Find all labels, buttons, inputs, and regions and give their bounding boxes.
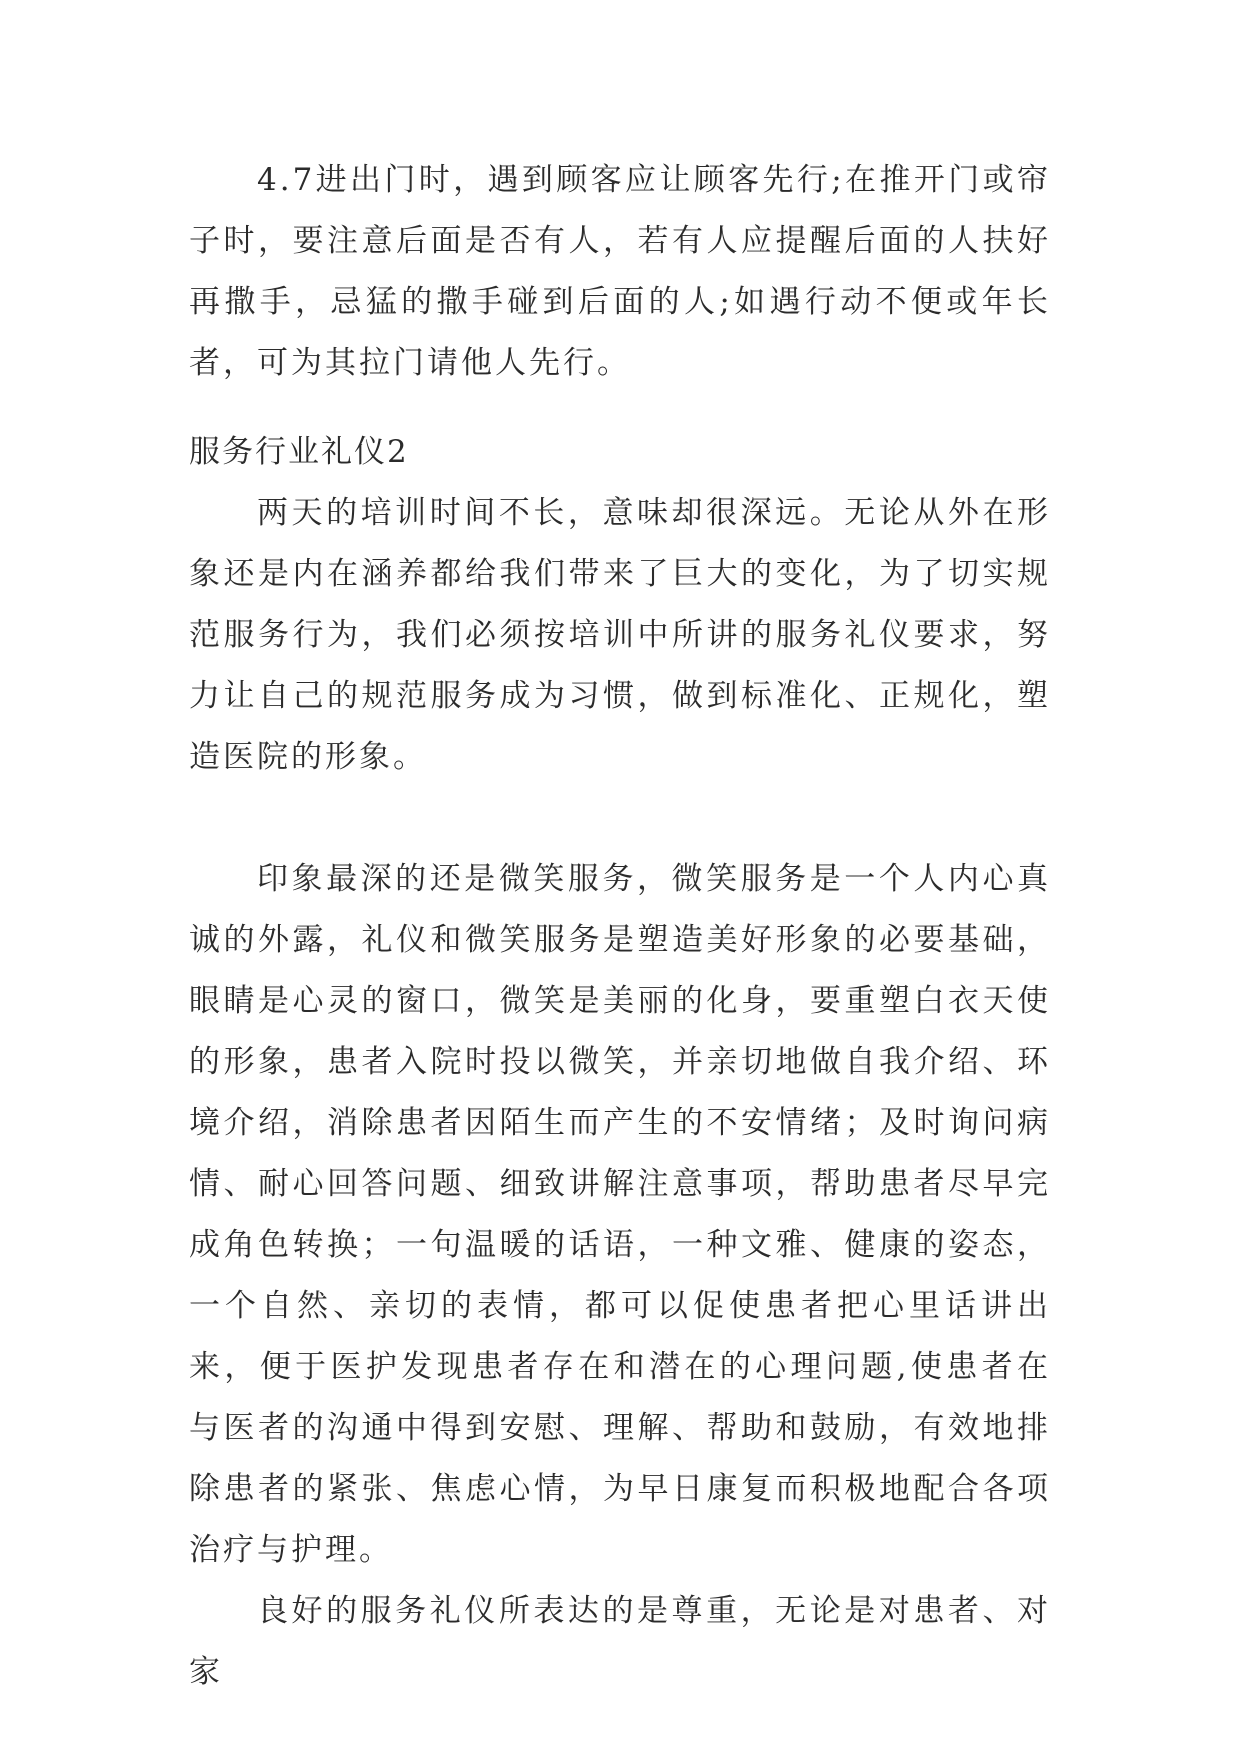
paragraph-training: 两天的培训时间不长，意味却很深远。无论从外在形象还是内在涵养都给我们带来了巨大的变化，为了切实规范服务行为，我们必须按培训中所讲的服务礼仪要求，努力让自己的规范服务成为习惯，做到标准化、正规化，塑造医院的形象。: [189, 495, 1051, 775]
section-title: 服务行业礼仪2: [189, 434, 409, 470]
spacer: [189, 788, 1051, 849]
spacer: [189, 394, 1051, 422]
paragraph-smile-service: 印象最深的还是微笑服务，微笑服务是一个人内心真诚的外露，礼仪和微笑服务是塑造美好形象的必要基础，眼睛是心灵的窗口，微笑是美丽的化身，要重塑白衣天使的形象，患者入院时投以微笑，并亲切地做自我介绍、环境介绍，消除患者因陌生而产生的不安情绪；及时询问病情、耐心回答问题、细致讲解注意事项，帮助患者尽早完成角色转换；一句温暖的话语，一种文雅、健康的姿态，一个自然、亲切的表情，都可以促使患者把心里话讲出来，便于医护发现患者存在和潜在的心理问题,使患者在与医者的沟通中得到安慰、理解、帮助和鼓励，有效地排除患者的紧张、焦虑心情，为早日康复而积极地配合各项治疗与护理。: [189, 861, 1051, 1568]
paragraph-4-7: 4.7进出门时，遇到顾客应让顾客先行;在推开门或帘子时，要注意后面是否有人，若有人应提醒后面的人扶好再撒手，忌猛的撒手碰到后面的人;如遇行动不便或年长者，可为其拉门请他人先行。: [189, 162, 1051, 381]
paragraph-respect: 良好的服务礼仪所表达的是尊重，无论是对患者、对家: [189, 1593, 1051, 1690]
document-page: [189, 150, 1051, 1703]
